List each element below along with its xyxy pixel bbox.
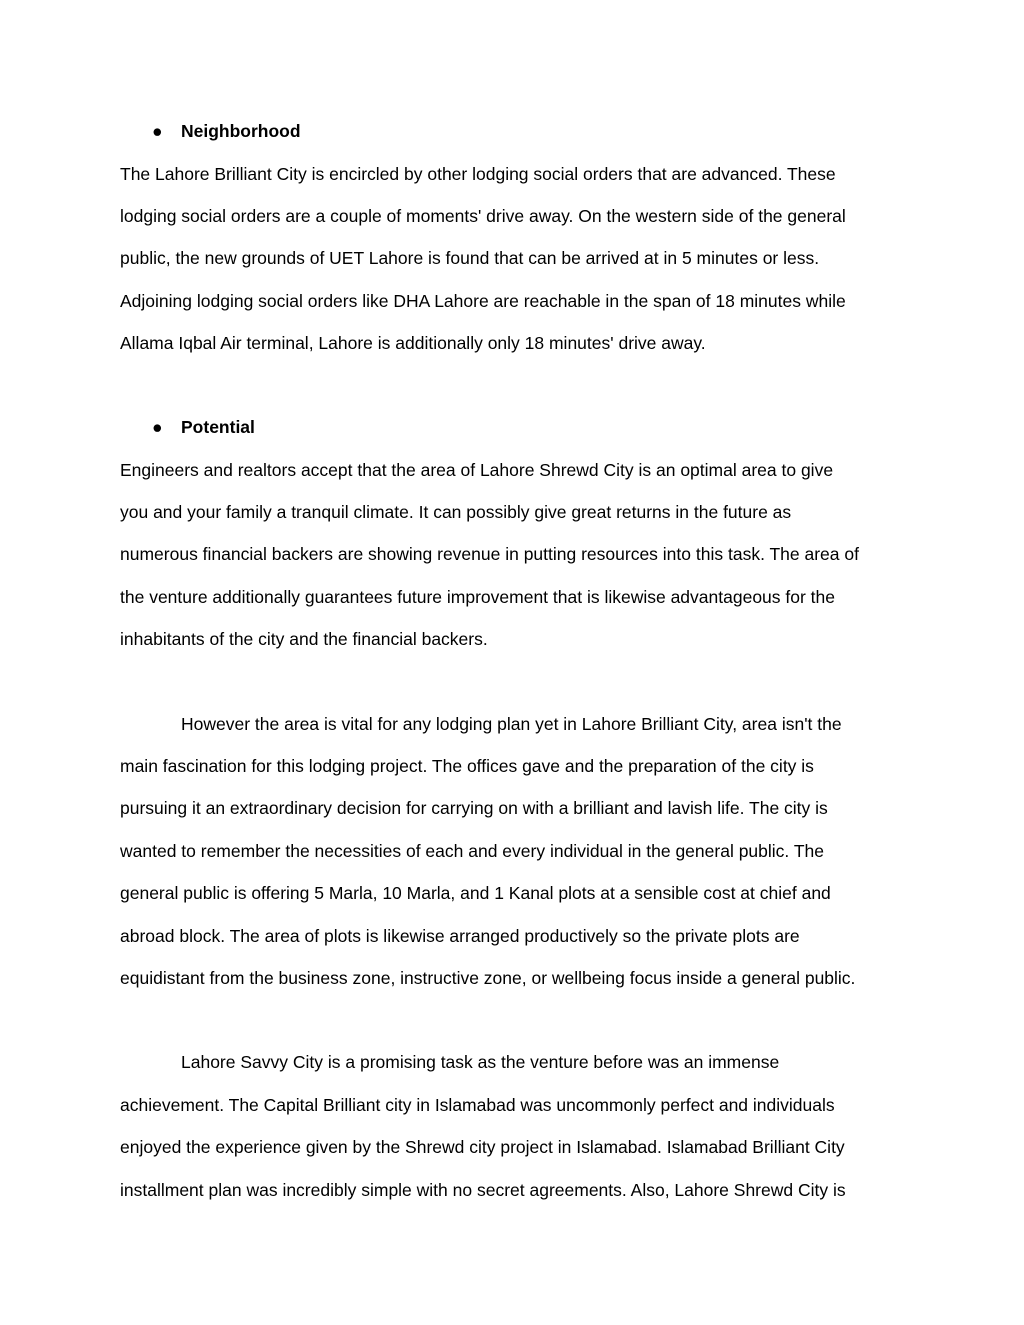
paragraph-line: achievement. The Capital Brilliant city in Islamabad was uncommonly perfect and individuals xyxy=(120,1095,835,1115)
paragraph-line: The Lahore Brilliant City is encircled by other lodging social orders that are advanced. These xyxy=(120,164,836,184)
paragraph-line: Lahore Savvy City is a promising task as the venture before was an immense xyxy=(181,1052,780,1072)
bullet-icon: ● xyxy=(152,121,163,141)
bullet-icon: ● xyxy=(152,417,163,437)
paragraph-line: wanted to remember the necessities of each and every individual in the general public. The xyxy=(120,841,824,861)
paragraph-line: Engineers and realtors accept that the area of Lahore Shrewd City is an optimal area to give xyxy=(120,460,834,480)
paragraph-line: Allama Iqbal Air terminal, Lahore is additionally only 18 minutes' drive away. xyxy=(120,333,706,353)
paragraph-line: equidistant from the business zone, instructive zone, or wellbeing focus inside a general public. xyxy=(120,968,856,988)
paragraph-line: However the area is vital for any lodging plan yet in Lahore Brilliant City, area isn't the xyxy=(181,714,842,734)
paragraph-line: installment plan was incredibly simple with no secret agreements. Also, Lahore Shrewd City is xyxy=(120,1180,846,1200)
section-heading-potential xyxy=(152,416,255,438)
paragraph-line: abroad block. The area of plots is likewise arranged productively so the private plots are xyxy=(120,926,800,946)
paragraph-line: pursuing it an extraordinary decision for carrying on with a brilliant and lavish life. The city is xyxy=(120,798,828,818)
paragraph-line: public, the new grounds of UET Lahore is found that can be arrived at in 5 minutes or less. xyxy=(120,248,820,268)
paragraph-line: main fascination for this lodging project. The offices gave and the preparation of the city is xyxy=(120,756,814,776)
section-heading-neighborhood xyxy=(152,120,301,142)
paragraph-line: lodging social orders are a couple of moments' drive away. On the western side of the general xyxy=(120,206,846,226)
paragraph-line: numerous financial backers are showing revenue in putting resources into this task. The area of xyxy=(120,544,859,564)
paragraph-line: Adjoining lodging social orders like DHA Lahore are reachable in the span of 18 minutes while xyxy=(120,291,846,311)
paragraph-line: enjoyed the experience given by the Shrewd city project in Islamabad. Islamabad Brilliant City xyxy=(120,1137,845,1157)
paragraph-line: general public is offering 5 Marla, 10 Marla, and 1 Kanal plots at a sensible cost at chief and xyxy=(120,883,831,903)
heading-text: Neighborhood xyxy=(181,121,301,141)
paragraph-line: inhabitants of the city and the financial backers. xyxy=(120,629,488,649)
paragraph-line: you and your family a tranquil climate. It can possibly give great returns in the future as xyxy=(120,502,792,522)
paragraph-line: the venture additionally guarantees future improvement that is likewise advantageous for the xyxy=(120,587,836,607)
heading-text: Potential xyxy=(181,417,255,437)
